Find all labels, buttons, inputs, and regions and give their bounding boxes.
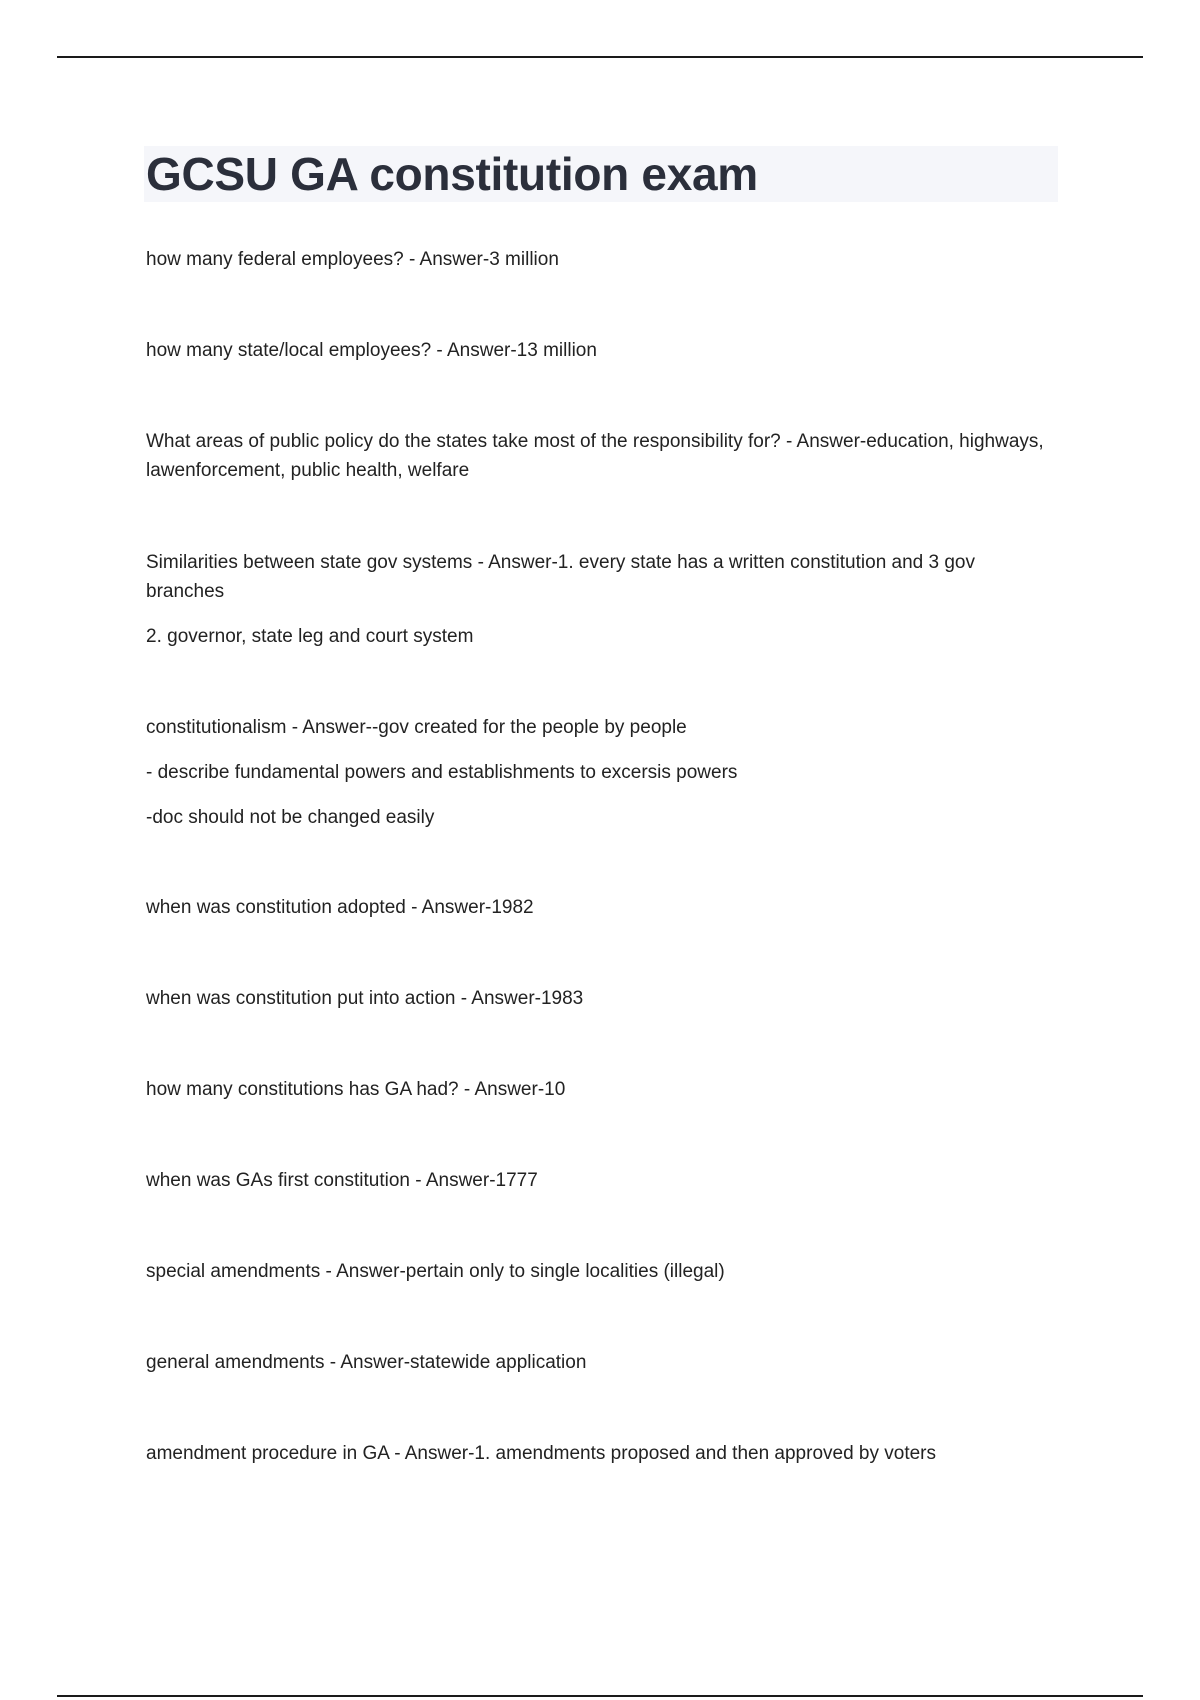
qa-line: general amendments - Answer-statewide application [146,1352,587,1373]
qa-line: -doc should not be changed easily [146,807,435,828]
qa-item [146,548,1046,651]
document-title: GCSU GA constitution exam [146,148,758,200]
qa-line: Similarities between state gov systems - Answer-1. every state has a written constitution and 3 gov branches [146,552,975,602]
qa-line: amendment procedure in GA - Answer-1. amendments proposed and then approved by voters [146,1443,937,1464]
qa-item [146,1166,1046,1195]
qa-item [146,893,1046,922]
qa-item [146,1348,1046,1377]
qa-line: 2. governor, state leg and court system [146,626,474,647]
qa-item [146,336,1046,365]
qa-line: constitutionalism - Answer--gov created for the people by people [146,717,687,738]
qa-line: - describe fundamental powers and establishments to excersis powers [146,762,738,783]
qa-item [146,713,1046,832]
qa-item [146,1075,1046,1104]
qa-line: when was constitution put into action - Answer-1983 [146,988,584,1009]
bottom-rule [57,1695,1143,1697]
qa-line: how many state/local employees? - Answer-13 million [146,340,597,361]
qa-item [146,427,1046,485]
qa-line: when was GAs first constitution - Answer-1777 [146,1170,538,1191]
qa-line: how many federal employees? - Answer-3 million [146,249,559,270]
top-rule [57,56,1143,58]
qa-line: when was constitution adopted - Answer-1982 [146,897,534,918]
qa-item [146,984,1046,1013]
qa-line: What areas of public policy do the states take most of the responsibility for? - Answer-education, highways, lawenforcement, public health, welfare [146,431,1044,481]
qa-line: special amendments - Answer-pertain only to single localities (illegal) [146,1261,725,1282]
qa-item [146,1439,1046,1468]
qa-item [146,245,1046,274]
qa-item [146,1257,1046,1286]
qa-line: how many constitutions has GA had? - Answer-10 [146,1079,566,1100]
